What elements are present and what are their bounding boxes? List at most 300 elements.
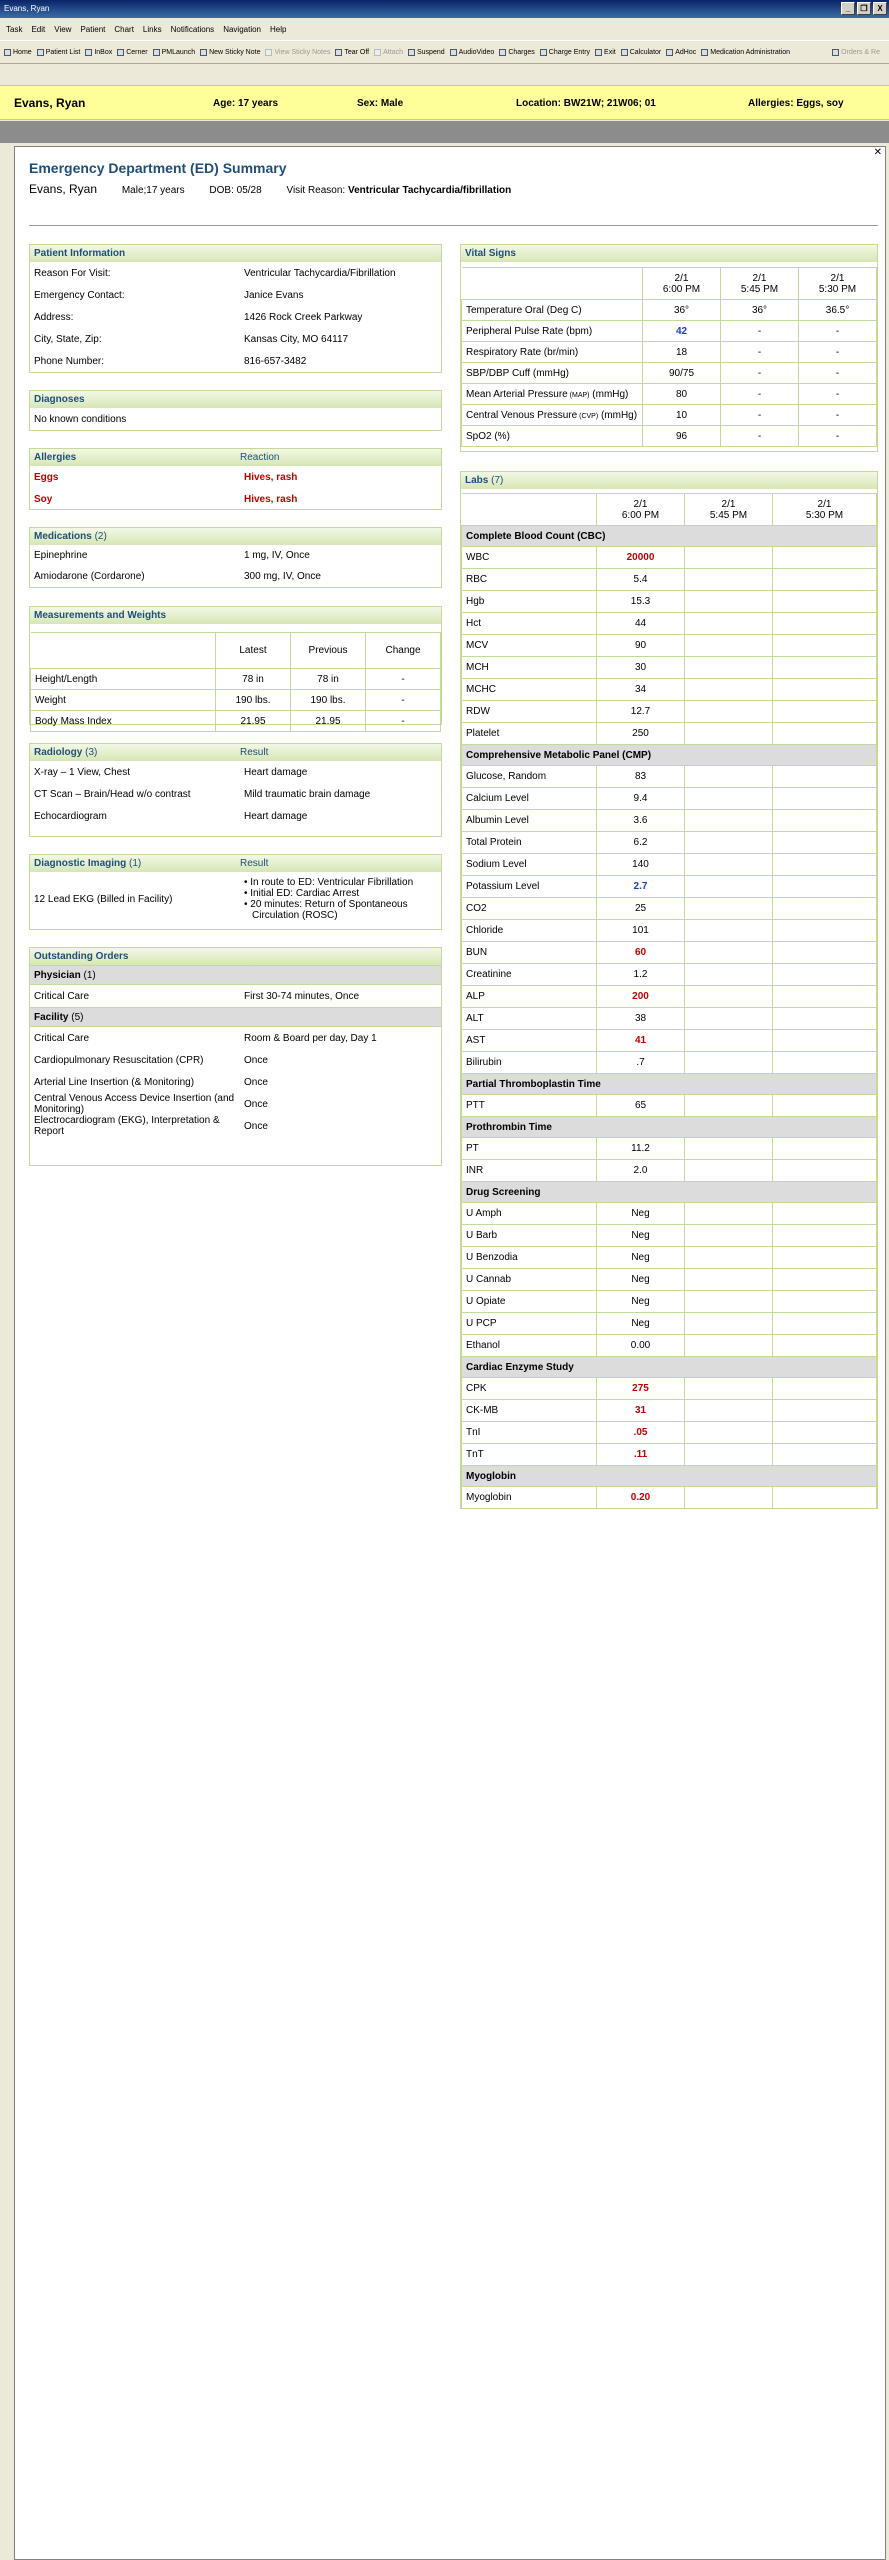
menu-edit[interactable]: Edit xyxy=(31,25,46,34)
lab-name: PTT xyxy=(462,1095,597,1117)
section-title: Medications xyxy=(34,531,92,542)
vital-name xyxy=(462,426,643,447)
reaction-column-header: Reaction xyxy=(240,452,280,463)
lab-name: U Opiate xyxy=(462,1291,597,1313)
menu-patient[interactable]: Patient xyxy=(80,25,106,34)
measurement-value: 21.95 xyxy=(291,711,366,732)
vital-value: - xyxy=(799,405,877,426)
view-sticky-notes-icon xyxy=(265,49,272,56)
vital-value: 36° xyxy=(721,300,799,321)
restore-icon[interactable]: ❐ xyxy=(857,2,871,15)
view-sticky-notes-button xyxy=(265,49,330,56)
gray-separator-bar xyxy=(0,121,889,143)
vital-row xyxy=(462,300,877,321)
lab-name: Hgb xyxy=(462,591,597,613)
pmlaunch-icon xyxy=(153,49,160,56)
lab-name: Bilirubin xyxy=(462,1052,597,1074)
lab-group-name: Myoglobin xyxy=(462,1466,877,1487)
measurements-section xyxy=(29,606,442,725)
lab-value: 41 xyxy=(597,1030,685,1052)
section-header xyxy=(30,245,441,262)
lab-value-empty xyxy=(773,723,877,745)
banner-allergies: Allergies: Eggs, soy xyxy=(748,98,844,109)
vital-name xyxy=(462,405,643,426)
vital-value: 36° xyxy=(643,300,721,321)
lab-value-empty xyxy=(685,898,773,920)
lab-name: INR xyxy=(462,1160,597,1182)
lab-group-name: Complete Blood Count (CBC) xyxy=(462,526,877,547)
medication-name: Epinephrine xyxy=(34,550,88,561)
section-title: Patient Information xyxy=(34,248,126,259)
lab-row xyxy=(462,942,877,964)
lab-value: .11 xyxy=(597,1444,685,1466)
section-title: Measurements and Weights xyxy=(34,610,167,621)
measurement-name: Height/Length xyxy=(31,669,216,690)
measurements-column-header: Previous xyxy=(291,633,366,669)
window-controls xyxy=(841,2,887,15)
minimize-icon[interactable]: _ xyxy=(841,2,855,15)
lab-row xyxy=(462,1335,877,1357)
menu-task[interactable]: Task xyxy=(6,25,23,34)
lab-value: 12.7 xyxy=(597,701,685,723)
section-header xyxy=(30,607,441,624)
pmlaunch-button[interactable] xyxy=(153,49,195,56)
facility-order-row xyxy=(30,1049,441,1071)
patient-list-icon xyxy=(37,49,44,56)
lab-value-empty xyxy=(773,1335,877,1357)
cerner-label: Cerner xyxy=(126,48,148,56)
lab-value-empty xyxy=(773,1269,877,1291)
section-title: Allergies xyxy=(34,452,77,463)
lab-value-empty xyxy=(773,1422,877,1444)
vital-value: - xyxy=(721,405,799,426)
vitals-column-time: 6:00 PM xyxy=(662,283,701,295)
vital-value: - xyxy=(721,384,799,405)
vital-value: 80 xyxy=(643,384,721,405)
menu-navigation[interactable]: Navigation xyxy=(223,25,261,34)
vitals-column-header xyxy=(799,268,877,300)
lab-value: Neg xyxy=(597,1247,685,1269)
suspend-icon xyxy=(408,49,415,56)
lab-value: 38 xyxy=(597,1008,685,1030)
pmlaunch-label: PMLaunch xyxy=(161,48,196,56)
lab-group-header xyxy=(462,526,877,547)
section-header xyxy=(30,528,441,545)
section-header xyxy=(30,744,441,761)
lab-row xyxy=(462,876,877,898)
lab-value-empty xyxy=(685,1269,773,1291)
measurement-value: 190 lbs. xyxy=(291,690,366,711)
imaging-name: 12 Lead EKG (Billed in Facility) xyxy=(34,893,173,905)
lab-name: Calcium Level xyxy=(462,788,597,810)
measurement-name: Weight xyxy=(31,690,216,711)
imaging-result-bullets xyxy=(244,877,441,921)
close-icon[interactable]: X xyxy=(873,2,887,15)
new-sticky-note-icon xyxy=(200,49,207,56)
exit-icon xyxy=(595,49,602,56)
lab-value-empty xyxy=(685,657,773,679)
medication-administration-label: Medication Administration xyxy=(710,48,791,56)
charges-label: Charges xyxy=(508,48,535,56)
imaging-bullet: • In route to ED: Ventricular Fibrillation xyxy=(244,877,414,888)
labs-column-date: 2/1 xyxy=(633,498,648,510)
vital-name xyxy=(462,384,643,405)
vital-name-unit: (mmHg) xyxy=(589,388,629,400)
home-button[interactable] xyxy=(4,49,32,56)
lab-value-empty xyxy=(773,1138,877,1160)
lab-row xyxy=(462,898,877,920)
orders-button[interactable] xyxy=(832,49,880,56)
vital-name xyxy=(462,342,643,363)
vital-name-text: SpO2 (%) xyxy=(466,430,510,442)
vital-row xyxy=(462,384,877,405)
lab-value-empty xyxy=(773,1400,877,1422)
lab-value-empty xyxy=(773,679,877,701)
section-title: Diagnostic Imaging xyxy=(34,858,127,869)
lab-row xyxy=(462,1030,877,1052)
divider xyxy=(29,225,878,226)
cerner-button[interactable] xyxy=(117,49,147,56)
vital-signs-table xyxy=(461,267,877,447)
radiology-value: Mild traumatic brain damage xyxy=(244,788,371,800)
lab-value: Neg xyxy=(597,1225,685,1247)
lab-group-header xyxy=(462,1117,877,1138)
attach-button xyxy=(374,49,403,56)
lab-value-empty xyxy=(773,635,877,657)
allergy-row xyxy=(30,466,441,488)
lab-value-empty xyxy=(773,1247,877,1269)
vitals-column-header xyxy=(643,268,721,300)
lab-row xyxy=(462,1247,877,1269)
ed-summary-document xyxy=(14,146,886,2560)
measurements-table xyxy=(30,632,441,732)
lab-value-empty xyxy=(685,613,773,635)
exit-button[interactable] xyxy=(595,49,616,56)
lab-value-empty xyxy=(685,1487,773,1509)
lab-name: ALT xyxy=(462,1008,597,1030)
lab-group-name: Partial Thromboplastin Time xyxy=(462,1074,877,1095)
home-icon xyxy=(4,49,11,56)
lab-value-empty xyxy=(685,920,773,942)
lab-name: U Amph xyxy=(462,1203,597,1225)
vitals-column-time: 5:30 PM xyxy=(818,283,857,295)
vitals-column-date: 2/1 xyxy=(830,272,845,284)
lab-value-empty xyxy=(685,1052,773,1074)
lab-group-header xyxy=(462,1182,877,1203)
vital-value: 18 xyxy=(643,342,721,363)
vital-name-text: Temperature Oral (Deg C) xyxy=(466,304,582,316)
lab-value-empty xyxy=(773,920,877,942)
facility-label: Facility xyxy=(34,1012,69,1023)
patient-list-label: Patient List xyxy=(45,48,81,56)
lab-value-empty xyxy=(685,810,773,832)
patient-banner xyxy=(0,85,889,120)
document-close-icon[interactable]: ✕ xyxy=(873,147,882,158)
lab-row xyxy=(462,1160,877,1182)
medication-administration-button[interactable] xyxy=(701,49,790,56)
vital-value: 10 xyxy=(643,405,721,426)
physician-order-name: Critical Care xyxy=(34,990,90,1002)
diagnostic-imaging-section xyxy=(29,854,442,930)
calculator-icon xyxy=(621,49,628,56)
lab-row xyxy=(462,986,877,1008)
menu-links[interactable]: Links xyxy=(142,25,162,34)
lab-value-empty xyxy=(773,1378,877,1400)
lab-name: Glucose, Random xyxy=(462,766,597,788)
lab-value: 90 xyxy=(597,635,685,657)
audiovideo-label: AudioVideo xyxy=(458,48,495,56)
lab-name: MCHC xyxy=(462,679,597,701)
lab-value-empty xyxy=(685,1008,773,1030)
imaging-bullet: • Initial ED: Cardiac Arrest xyxy=(244,888,360,899)
lab-name: Ethanol xyxy=(462,1335,597,1357)
toolbar xyxy=(0,40,889,64)
result-column-header: Result xyxy=(240,747,269,758)
lab-value-empty xyxy=(773,547,877,569)
lab-value-empty xyxy=(685,1030,773,1052)
inbox-label: InBox xyxy=(94,48,113,56)
lab-row xyxy=(462,679,877,701)
lab-group-header xyxy=(462,1466,877,1487)
suspend-label: Suspend xyxy=(417,48,445,56)
lab-value: 0.20 xyxy=(597,1487,685,1509)
lab-value-empty xyxy=(773,591,877,613)
menu-view[interactable]: View xyxy=(54,25,72,34)
vital-value: - xyxy=(799,321,877,342)
patient-info-value: Kansas City, MO 64117 xyxy=(244,333,349,345)
vital-value: - xyxy=(799,384,877,405)
patient-info-name: Emergency Contact: xyxy=(34,289,125,301)
view-sticky-notes-label: View Sticky Notes xyxy=(274,48,331,56)
patient-info-row xyxy=(30,284,441,306)
tear-off-icon xyxy=(335,49,342,56)
section-title: Radiology xyxy=(34,747,83,758)
lab-value-empty xyxy=(773,876,877,898)
lab-row xyxy=(462,1052,877,1074)
lab-value-empty xyxy=(685,701,773,723)
measurement-value: - xyxy=(366,669,441,690)
vital-name-text: Central Venous Pressure xyxy=(466,409,578,421)
vital-row xyxy=(462,342,877,363)
lab-name: RBC xyxy=(462,569,597,591)
lab-name: U Barb xyxy=(462,1225,597,1247)
orders-icon xyxy=(832,49,839,56)
vital-name-text: Respiratory Rate (br/min) xyxy=(466,346,579,358)
lab-value-empty xyxy=(685,964,773,986)
lab-value: Neg xyxy=(597,1203,685,1225)
lab-name: CPK xyxy=(462,1378,597,1400)
radiology-value: Heart damage xyxy=(244,766,308,778)
banner-sex: Sex: Male xyxy=(357,98,404,109)
patient-info-row xyxy=(30,306,441,328)
measurement-value: - xyxy=(366,690,441,711)
menu-help[interactable]: Help xyxy=(270,25,287,34)
lab-row xyxy=(462,1400,877,1422)
lab-row xyxy=(462,569,877,591)
patient-info-value: 816-657-3482 xyxy=(244,355,307,367)
lab-value-empty xyxy=(773,1030,877,1052)
lab-name: Albumin Level xyxy=(462,810,597,832)
lab-name: Creatinine xyxy=(462,964,597,986)
lab-value: 44 xyxy=(597,613,685,635)
facility-orders-header xyxy=(30,1007,441,1027)
labs-column-header xyxy=(685,494,773,526)
physician-label: Physician xyxy=(34,970,81,981)
lab-value: 60 xyxy=(597,942,685,964)
vital-name xyxy=(462,363,643,384)
lab-value-empty xyxy=(685,1203,773,1225)
patient-summary-line xyxy=(29,182,511,196)
lab-group-header xyxy=(462,745,877,766)
medication-name: Amiodarone (Cordarone) xyxy=(34,571,145,582)
patient-information-section xyxy=(29,244,442,373)
lab-value-empty xyxy=(773,1225,877,1247)
lab-name: U Benzodia xyxy=(462,1247,597,1269)
window-title: Evans, Ryan xyxy=(4,4,50,13)
lab-value-empty xyxy=(685,1095,773,1117)
medication-row xyxy=(30,545,441,566)
lab-name: MCH xyxy=(462,657,597,679)
measurement-row xyxy=(31,669,441,690)
lab-value-empty xyxy=(685,635,773,657)
physician-count: (1) xyxy=(83,970,96,981)
vital-name-text: SBP/DBP Cuff (mmHg) xyxy=(466,367,569,379)
home-label: Home xyxy=(13,48,32,56)
outstanding-orders-section xyxy=(29,947,442,1166)
lab-group-name: Cardiac Enzyme Study xyxy=(462,1357,877,1378)
vital-value: - xyxy=(721,426,799,447)
section-title: Labs xyxy=(465,475,489,486)
vital-name xyxy=(462,300,643,321)
measurement-value: 190 lbs. xyxy=(216,690,291,711)
radiology-section xyxy=(29,743,442,837)
suspend-button[interactable] xyxy=(408,49,445,56)
result-column-header: Result xyxy=(240,858,269,869)
lab-row xyxy=(462,920,877,942)
measurements-column-header: Latest xyxy=(216,633,291,669)
patient-info-name: Address: xyxy=(34,311,74,323)
lab-name: RDW xyxy=(462,701,597,723)
menu-chart[interactable]: Chart xyxy=(114,25,134,34)
lab-value: 250 xyxy=(597,723,685,745)
lab-value-empty xyxy=(773,810,877,832)
measurement-value: 78 in xyxy=(216,669,291,690)
lab-name: Total Protein xyxy=(462,832,597,854)
patient-list-button[interactable] xyxy=(37,49,81,56)
measurements-column-header: Change xyxy=(366,633,441,669)
facility-order-row xyxy=(30,1115,441,1137)
lab-row xyxy=(462,1291,877,1313)
tear-off-label: Tear Off xyxy=(344,48,370,56)
lab-name: Hct xyxy=(462,613,597,635)
lab-group-name: Comprehensive Metabolic Panel (CMP) xyxy=(462,745,877,766)
lab-value-empty xyxy=(773,1487,877,1509)
facility-order-value: Once xyxy=(244,1098,268,1110)
orders-label: Orders & Re xyxy=(841,48,880,56)
lab-row xyxy=(462,1095,877,1117)
allergy-row xyxy=(30,488,441,510)
lab-value-empty xyxy=(773,986,877,1008)
lab-value-empty xyxy=(685,591,773,613)
labs-column-header xyxy=(773,494,877,526)
lab-group-name: Prothrombin Time xyxy=(462,1117,877,1138)
vital-name-abbrev: (CVP) xyxy=(577,412,599,420)
measurement-row xyxy=(31,690,441,711)
new-sticky-note-label: New Sticky Note xyxy=(209,48,261,56)
adhoc-button[interactable] xyxy=(666,49,696,56)
cerner-icon xyxy=(117,49,124,56)
vital-row xyxy=(462,405,877,426)
labs-table xyxy=(461,493,877,1509)
lab-value-empty xyxy=(685,1422,773,1444)
lab-name: Platelet xyxy=(462,723,597,745)
menu-notifications[interactable]: Notifications xyxy=(170,25,215,34)
charge-entry-button[interactable] xyxy=(540,49,590,56)
charge-entry-label: Charge Entry xyxy=(548,48,591,56)
lab-value-empty xyxy=(773,832,877,854)
lab-value-empty xyxy=(773,1291,877,1313)
section-header xyxy=(461,472,877,489)
lab-value-empty xyxy=(773,1313,877,1335)
lab-row xyxy=(462,701,877,723)
lab-value-empty xyxy=(685,1225,773,1247)
lab-name: WBC xyxy=(462,547,597,569)
section-header xyxy=(30,948,441,965)
lab-value-empty xyxy=(685,1313,773,1335)
adhoc-icon xyxy=(666,49,673,56)
audiovideo-button[interactable] xyxy=(450,49,495,56)
lab-value-empty xyxy=(685,679,773,701)
allergy-value: Hives, rash xyxy=(244,493,298,505)
lab-value: 6.2 xyxy=(597,832,685,854)
physician-order-value: First 30-74 minutes, Once xyxy=(244,990,360,1002)
lab-value: 2.7 xyxy=(597,876,685,898)
lab-group-header xyxy=(462,1357,877,1378)
lab-value-empty xyxy=(773,1095,877,1117)
lab-value: 140 xyxy=(597,854,685,876)
lab-name: Myoglobin xyxy=(462,1487,597,1509)
new-sticky-note-button[interactable] xyxy=(200,49,260,56)
labs-column-time: 6:00 PM xyxy=(621,509,660,521)
lab-value: 25 xyxy=(597,898,685,920)
vital-value: - xyxy=(799,426,877,447)
lab-value-empty xyxy=(685,854,773,876)
lab-value-empty xyxy=(773,1160,877,1182)
lab-value-empty xyxy=(685,986,773,1008)
calculator-button[interactable] xyxy=(621,49,662,56)
summary-sex-age: Male;17 years xyxy=(121,185,185,196)
patient-info-name: City, State, Zip: xyxy=(34,333,102,345)
charges-button[interactable] xyxy=(499,49,534,56)
section-count: (3) xyxy=(85,747,98,758)
vital-row xyxy=(462,363,877,384)
lab-row xyxy=(462,1203,877,1225)
medications-section xyxy=(29,527,442,588)
section-title: Outstanding Orders xyxy=(34,951,129,962)
lab-value: 15.3 xyxy=(597,591,685,613)
summary-patient-name: Evans, Ryan xyxy=(29,182,98,196)
labs-section xyxy=(460,471,878,1509)
inbox-button[interactable] xyxy=(85,49,112,56)
radiology-row xyxy=(30,761,441,783)
tear-off-button[interactable] xyxy=(335,49,369,56)
lab-row xyxy=(462,591,877,613)
lab-name: Sodium Level xyxy=(462,854,597,876)
section-header xyxy=(461,245,877,262)
banner-patient-name: Evans, Ryan xyxy=(14,96,86,110)
facility-order-name: Central Venous Access Device Insertion (and Monitoring) xyxy=(34,1093,235,1115)
lab-name: MCV xyxy=(462,635,597,657)
